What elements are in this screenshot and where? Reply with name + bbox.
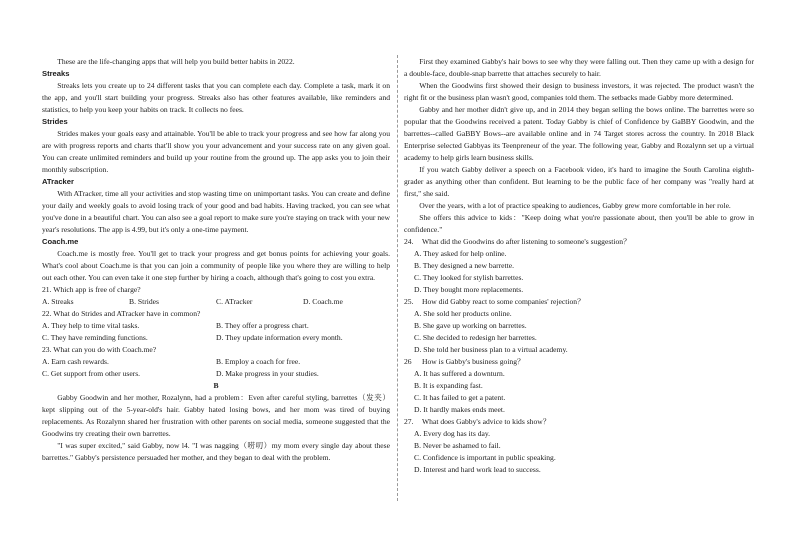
question-26 [404, 356, 754, 416]
option-d: D. They update information every month. [216, 333, 343, 342]
option-a: A. She sold her products online. [414, 309, 512, 318]
passage-b-paragraph-1: Gabby Goodwin and her mother, Rozalynn, had a problem：Even after careful styling, barrettes（发夹）kept slipping out of the 5-year-old's hair. Gabby hated losing bows, and her mom was tired of buying replacements. As Rozalynn shared her frustration with other parents on social media, someone suggested that the Goodwins try creating their own barrettes. [42, 393, 390, 438]
app-text-coachme: Coach.me is mostly free. You'll get to track your progress and get bonus points for achieving your goals. What's cool about Coach.me is that you can join a community of people like you where they are willing to help out each other. You can even take it one step further by hiring a coach, although that's going to cost you extra. [42, 249, 390, 282]
question-stem-line [404, 296, 754, 308]
option-b: B. She gave up working on barrettes. [414, 321, 527, 330]
option-d: D. She told her business plan to a virtual academy. [414, 345, 568, 354]
app-text-streaks: Streaks lets you create up to 24 different tasks that you can complete each day. Complete a task, mark it on the app, and you'll start building your progress. Streaks also has other features available, like reminders and statistics, to help you keep your habits on track. It collects no fees. [42, 81, 390, 114]
intro-paragraph: These are the life-changing apps that will help you build better habits in 2022. [57, 57, 295, 66]
question-stem: What did the Goodwins do after listening to someone's suggestion？ [422, 237, 631, 246]
option-a: A. Streaks [42, 297, 74, 306]
passage-paragraph: Over the years, with a lot of practice speaking to audiences, Gabby grew more comfortable in her role. [419, 201, 731, 210]
option-b: B. They offer a progress chart. [216, 321, 309, 330]
passage-paragraph: If you watch Gabby deliver a speech on a Facebook video, it's hard to imagine the South Carolina eighth-grader as anything other than confident. But learning to be the public face of her company was "really hard at first," she said. [404, 165, 754, 198]
option-a: A. They help to time vital tasks. [42, 321, 140, 330]
question-22 [42, 308, 390, 344]
option-a: A. Every dog has its day. [414, 429, 491, 438]
app-text-strides: Strides makes your goals easy and attainable. You'll be able to track your progress and see how far along you are with progress reports and charts that'll show you your advancement and your success rate on any given goal. You can create unlimited reminders and build up your routine from the ground up. The app asks you to join their monthly subscription. [42, 129, 390, 174]
option-b: B. Never be ashamed to fail. [414, 441, 501, 450]
question-stem: 22. What do Strides and ATracker have in common? [42, 309, 201, 318]
question-number: 26 [404, 357, 412, 366]
option-d: D. They bought more replacements. [414, 285, 524, 294]
question-stem: How did Gabby react to some companies' rejection？ [422, 297, 585, 306]
passage-b-paragraph-2: "I was super excited," said Gabby, now l4. "I was nagging（唠叨）my mom every single day about these barrettes." Gabby's persistence persuaded her mother, and they began to deal with the problem. [42, 441, 390, 462]
option-c: C. They looked for stylish barrettes. [414, 273, 524, 282]
option-b: B. Strides [129, 297, 159, 306]
option-a: A. Earn cash rewards. [42, 357, 109, 366]
option-a: A. They asked for help online. [414, 249, 507, 258]
passage-paragraph: Gabby and her mother didn't give up, and in 2014 they began selling the bows online. The barrettes were so popular that the Goodwins received a patent. Today Gabby is chief of Confidence by GaBBY Goodwin, and the barrettes--called GaBBY Bows--are available online and in 74 Target stores across the country. In 2018 Black Enterprise selected Gabbyas its Teenpreneur of the year. The following year, Gabby and Rozalynn set up a virtual academy to help girls learn business skills. [404, 105, 754, 162]
option-b: B. It is expanding fast. [414, 381, 483, 390]
question-number: 25. [404, 297, 414, 306]
option-d: D. Make progress in your studies. [216, 369, 319, 378]
option-c: C. It has failed to get a patent. [414, 393, 506, 402]
question-stem: How is Gabby's business going？ [422, 357, 525, 366]
question-number: 24. [404, 237, 414, 246]
question-24 [404, 236, 754, 296]
option-c: C. ATracker [216, 297, 253, 306]
question-stem-line [404, 356, 754, 368]
option-c: C. They have reminding functions. [42, 333, 148, 342]
left-column [42, 56, 390, 464]
option-d: D. Coach.me [303, 297, 343, 306]
right-column [404, 56, 754, 476]
question-stem: 23. What can you do with Coach.me? [42, 345, 157, 354]
option-d: D. It hardly makes ends meet. [414, 405, 505, 414]
option-b: B. They designed a new barrette. [414, 261, 515, 270]
passage-paragraph: First they examined Gabby's hair bows to see why they were falling out. Then they came up with a design for a double-face, double-snap barrette that attaches securely to hair. [404, 57, 754, 78]
option-d: D. Interest and hard work lead to success. [414, 465, 541, 474]
option-a: A. It has suffered a downturn. [414, 369, 505, 378]
question-25 [404, 296, 754, 356]
column-divider [397, 55, 398, 501]
app-text-atracker: With ATracker, time all your activities and stop wasting time on unimportant tasks. You can create and define your daily and weekly goals to avoid losing track of your good and bad habits. Having tracked, you can see what you've done in a beautiful chart. You can also see a goal report to make sure you're staying on track with your new year's resolutions. The app is 4.99, but it's only a one-time payment. [42, 189, 390, 234]
app-title-strides: Strides [42, 117, 68, 126]
passage-paragraph: When the Goodwins first showed their design to business investors, it was rejected. The product wasn't the right fit or the business plan wasn't good, companies told them. The setbacks made Gabby more determined. [404, 81, 754, 102]
question-stem: What does Gabby's advice to kids show？ [422, 417, 551, 426]
question-number: 27. [404, 417, 414, 426]
question-stem: 21. Which app is free of charge? [42, 285, 141, 294]
option-c: C. She decided to redesign her barrettes. [414, 333, 537, 342]
app-title-coachme: Coach.me [42, 237, 79, 246]
question-options [42, 296, 390, 308]
question-stem-line [404, 236, 754, 248]
question-27 [404, 416, 754, 476]
question-options [42, 356, 390, 380]
app-title-streaks: Streaks [42, 69, 70, 78]
section-b-heading: B [213, 381, 219, 390]
question-23 [42, 344, 390, 380]
app-title-atracker: ATracker [42, 177, 74, 186]
question-21 [42, 284, 390, 308]
option-b: B. Employ a coach for free. [216, 357, 301, 366]
option-c: C. Get support from other users. [42, 369, 141, 378]
passage-paragraph: She offers this advice to kids："Keep doing what you're passionate about, then you'll be able to grow in confidence." [404, 213, 754, 234]
option-c: C. Confidence is important in public speaking. [414, 453, 556, 462]
question-options [42, 320, 390, 344]
question-stem-line [404, 416, 754, 428]
